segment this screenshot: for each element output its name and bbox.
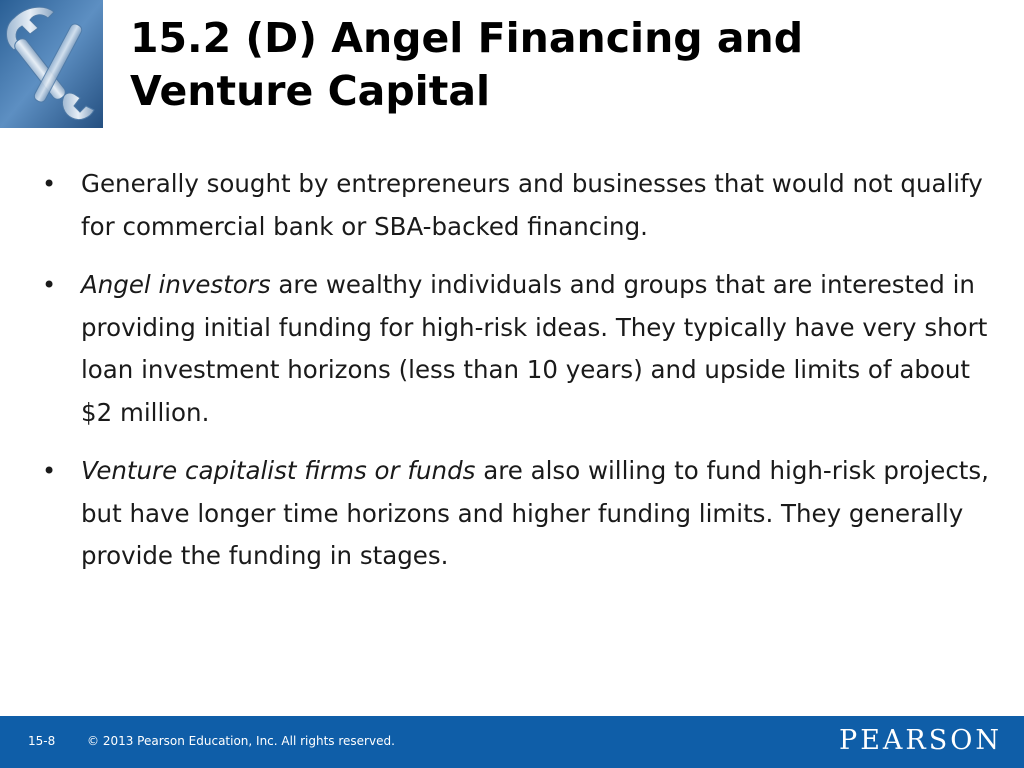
bullet-list [40, 163, 990, 594]
list-item [40, 450, 990, 578]
page-title [130, 12, 1000, 118]
page-number: 15-8 [28, 734, 56, 748]
wrench-icon [0, 0, 103, 128]
bullet-marker: • [42, 170, 57, 198]
title-line-1: 15.2 (D) Angel Financing and [130, 14, 804, 62]
bullet-marker: • [42, 457, 57, 485]
footer-bar [0, 716, 1024, 768]
bullet-text: are wealthy individuals and groups that are interested in providing initial funding for high-risk ideas. They typically have very short loan investment horizons (less than 10 years) and upside limits of about $2 million. [81, 270, 988, 427]
bullet-text: Generally sought by entrepreneurs and businesses that would not qualify for commercial bank or SBA-backed financing. [81, 169, 983, 241]
pearson-logo: PEARSON [839, 725, 1002, 756]
list-item [40, 264, 990, 434]
bullet-emphasis: Angel investors [81, 270, 271, 299]
list-item [40, 163, 990, 248]
copyright-text: © 2013 Pearson Education, Inc. All rights reserved. [87, 734, 395, 748]
title-line-2: Venture Capital [130, 67, 491, 115]
bullet-text: are also willing to fund high-risk projects, but have longer time horizons and higher funding limits. They generally provide the funding in stages. [81, 456, 989, 570]
bullet-emphasis: Venture capitalist firms or funds [81, 456, 476, 485]
bullet-marker: • [42, 271, 57, 299]
